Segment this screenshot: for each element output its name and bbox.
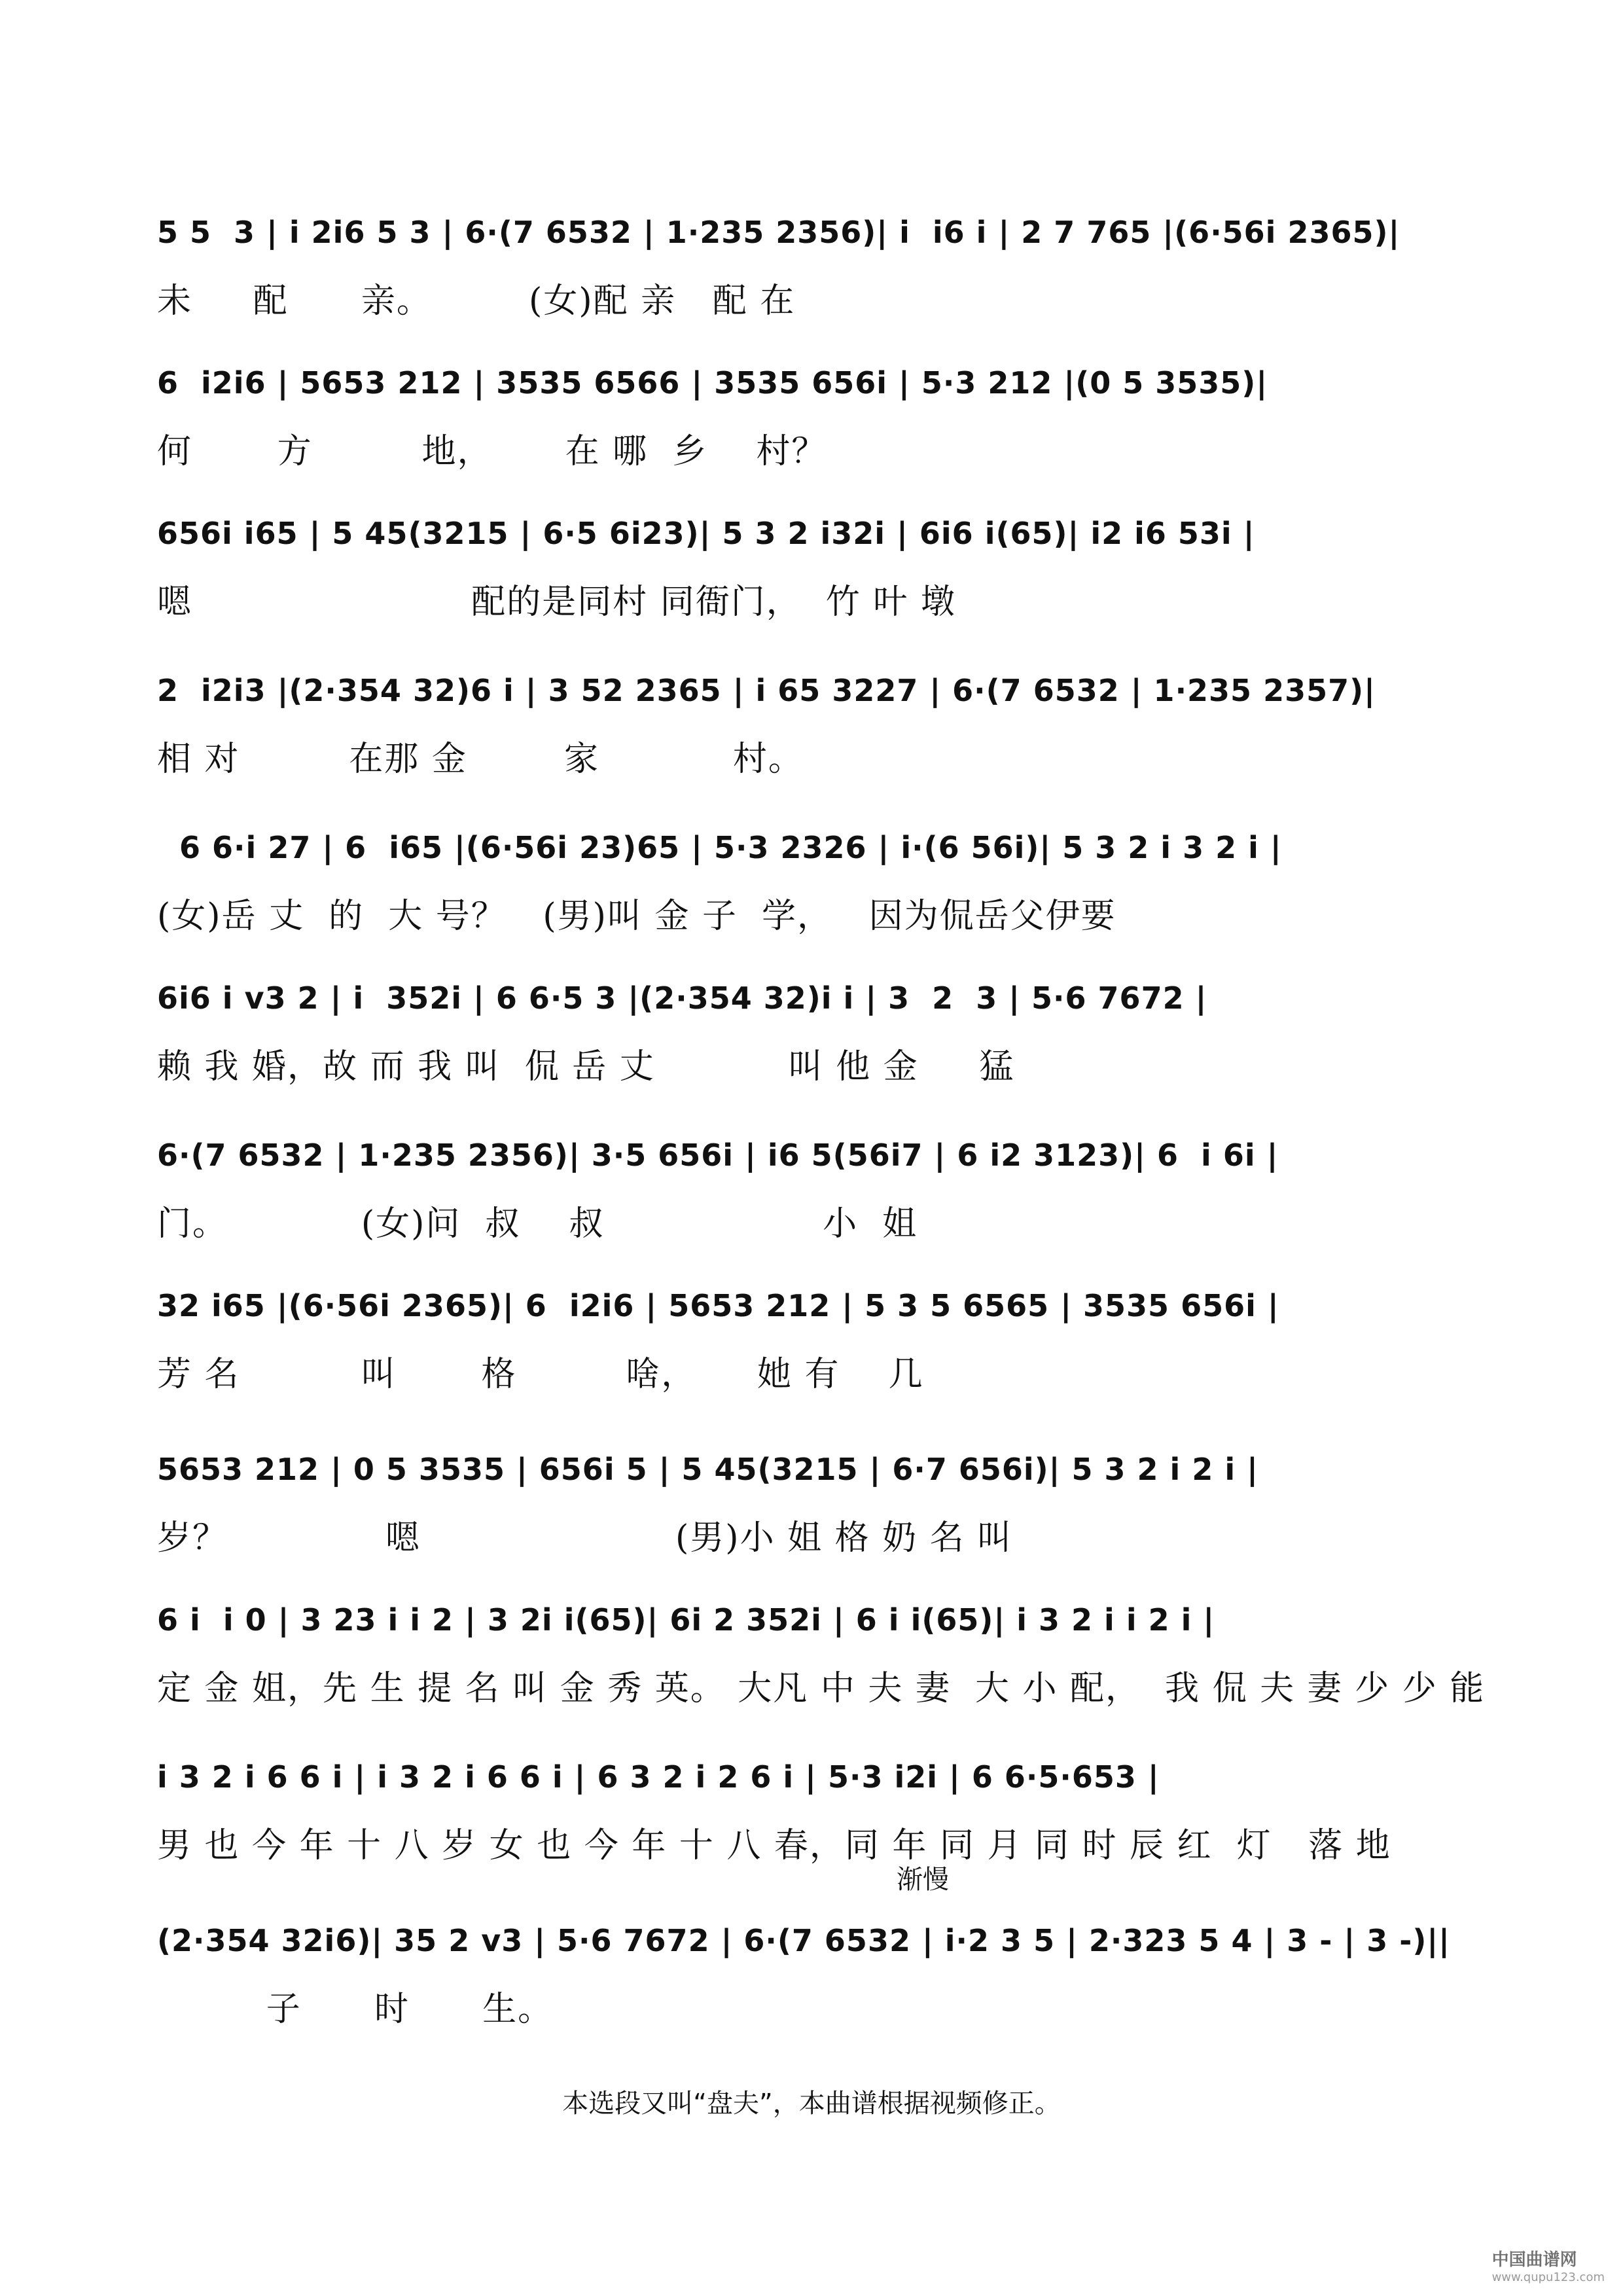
lyrics-line: 芳 名 叫 格 啥， 她 有 几 <box>157 1355 924 1394</box>
footnote: 本选段又叫“盘夫”，本曲谱根据视频修正。 <box>562 2089 1061 2119</box>
notation-line: 6 6·i 27 | 6 i65 |(6·56i 23)65 | 5·3 2326 | i·(6 56i)| 5 3 2 i 3 2 i | <box>157 830 1282 865</box>
score-system-5 <box>157 812 1466 975</box>
notation-line: 6 i2i6 | 5653 212 | 3535 6566 | 3535 656i | 5·3 212 |(0 5 3535)| <box>157 365 1268 401</box>
lyrics-line: 门。 (女)问 叔 叔 小 姐 <box>157 1204 918 1244</box>
score-system-1 <box>157 196 1466 360</box>
lyrics-line: (女)岳 丈 的 大 号？ (男)叫 金 子 学， 因为侃岳父伊要 <box>157 897 1116 936</box>
score-system-2 <box>157 347 1466 511</box>
score-system-3 <box>157 497 1466 661</box>
notation-line: 5 5 3 | i 2i6 5 3 | 6·(7 6532 | 1·235 2356)| i i6 i | 2 7 765 |(6·56i 2365)| <box>157 215 1400 250</box>
score-system-11 <box>157 1741 1466 1905</box>
notation-line: 6 i i 0 | 3 23 i i 2 | 3 2i i(65)| 6i 2 352i | 6 i i(65)| i 3 2 i i 2 i | <box>157 1602 1215 1638</box>
tempo-marking: 渐慢 <box>897 1865 949 1895</box>
notation-line: (2·354 32i6)| 35 2 v3 | 5·6 7672 | 6·(7 6532 | i·2 3 5 | 2·323 5 4 | 3 - | 3 -)|| <box>157 1923 1450 1958</box>
score-system-4 <box>157 655 1466 818</box>
score-system-6 <box>157 962 1466 1126</box>
lyrics-line: 子 时 生。 <box>157 1990 554 2029</box>
score-system-12 <box>157 1905 1466 2068</box>
score-system-8 <box>157 1270 1466 1433</box>
lyrics-line: 嗯 配的是同村 同衙门， 竹 叶 墩 <box>157 583 956 622</box>
notation-line: 32 i65 |(6·56i 2365)| 6 i2i6 | 5653 212 | 5 3 5 6565 | 3535 656i | <box>157 1288 1279 1323</box>
lyrics-line: 男 也 今 年 十 八 岁 女 也 今 年 十 八 春，同 年 同 月 同 时 辰 红 灯 落 地 <box>157 1826 1391 1865</box>
notation-line: 5653 212 | 0 5 3535 | 656i 5 | 5 45(3215 | 6·7 656i)| 5 3 2 i 2 i | <box>157 1452 1258 1487</box>
lyrics-line: 未 配 亲。 (女)配 亲 配 在 <box>157 281 796 321</box>
lyrics-line: 赖 我 婚，故 而 我 叫 侃 岳 丈 叫 他 金 猛 <box>157 1047 1015 1086</box>
lyrics-line: 岁？ 嗯 (男)小 姐 格 奶 名 叫 <box>157 1518 1013 1558</box>
score-system-7 <box>157 1119 1466 1283</box>
score-system-9 <box>157 1433 1466 1597</box>
notation-line: 6i6 i v3 2 | i 352i | 6 6·5 3 |(2·354 32)i i | 3 2 3 | 5·6 7672 | <box>157 980 1207 1016</box>
notation-line: 6·(7 6532 | 1·235 2356)| 3·5 656i | i6 5(56i7 | 6 i2 3123)| 6 i 6i | <box>157 1138 1279 1173</box>
lyrics-line: 相 对 在那 金 家 村。 <box>157 740 804 779</box>
site-watermark <box>1492 2246 1605 2284</box>
score-system-10 <box>157 1584 1486 1748</box>
notation-line: 2 i2i3 |(2·354 32)6 i | 3 52 2365 | i 65 3227 | 6·(7 6532 | 1·235 2357)| <box>157 673 1376 708</box>
notation-line: i 3 2 i 6 6 i | i 3 2 i 6 6 i | 6 3 2 i 2 6 i | 5·3 i2i | 6 6·5·653 | <box>157 1759 1160 1795</box>
lyrics-line: 何 方 地， 在 哪 乡 村？ <box>157 432 827 471</box>
lyrics-line: 定 金 姐，先 生 提 名 叫 金 秀 英。 大凡 中 夫 妻 大 小 配， 我 侃 夫 妻 少 少 能 <box>157 1669 1486 1708</box>
watermark-url: www.qupu123.com <box>1491 2270 1605 2284</box>
watermark-logo: 中国曲谱网 <box>1491 2250 1577 2270</box>
notation-line: 656i i65 | 5 45(3215 | 6·5 6i23)| 5 3 2 i32i | 6i6 i(65)| i2 i6 53i | <box>157 516 1255 551</box>
